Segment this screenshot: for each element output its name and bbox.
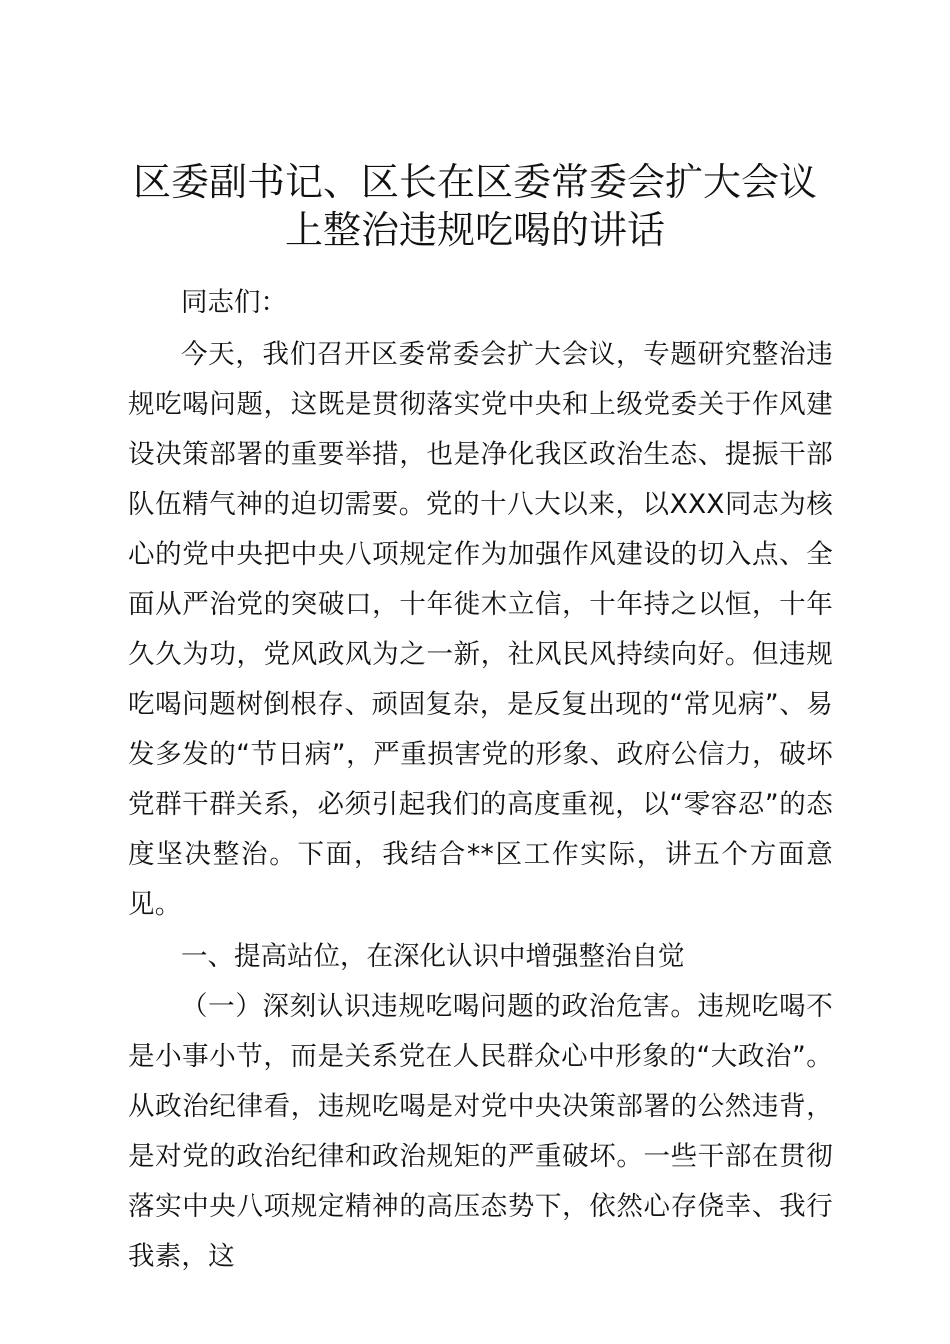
paragraph-section-1-1: （一）深刻认识违规吃喝问题的政治危害。违规吃喝不是小事小节，而是关系党在人民群众心中形象的“大政治”。从政治纪律看，违规吃喝是对党中央决策部署的公然违背，是对党的政治纪律和政治规矩的严重破坏。一些干部在贯彻落实中央八项规定精神的高压态势下，依然心存侥幸、我行我素，这 xyxy=(128,991,833,1272)
section-heading-1: 一、提高站位，在深化认识中增强整治自觉 xyxy=(181,941,685,972)
document-body xyxy=(128,278,833,1282)
greeting-line: 同志们： xyxy=(181,287,287,318)
document-title: 区委副书记、区长在区委常委会扩大会议上整治违规吃喝的讲话 xyxy=(132,160,817,252)
paragraph-intro: 今天，我们召开区委常委会扩大会议，专题研究整治违规吃喝问题，这既是贯彻落实党中央和上级党委关于作风建设决策部署的重要举措，也是净化我区政治生态、提振干部队伍精气神的迫切需要。党的十八大以来，以XXX同志为核心的党中央把中央八项规定作为加强作风建设的切入点、全面从严治党的突破口，十年徙木立信，十年持之以恒，十年久久为功，党风政风为之一新，社风民风持续向好。但违规吃喝问题树倒根存、顽固复杂，是反复出现的“常见病”、易发多发的“节日病”，严重损害党的形象、政府公信力，破坏党群干群关系，必须引起我们的高度重视，以“零容忍”的态度坚决整治。下面，我结合**区工作实际，讲五个方面意见。 xyxy=(128,339,833,920)
